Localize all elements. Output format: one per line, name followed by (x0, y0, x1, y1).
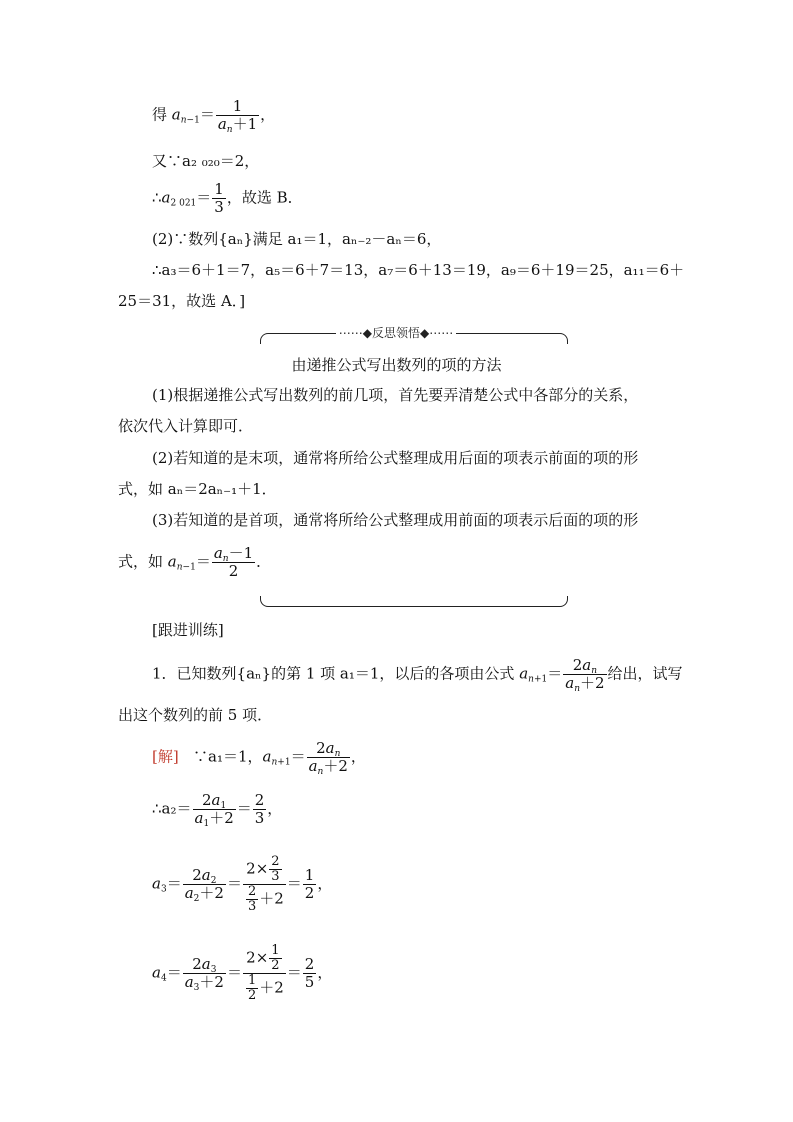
solution-line-5: ∴a₃＝6＋1＝7，a₅＝6＋7＝13，a₇＝6＋13＝19，a₉＝6＋19＝25，a₁₁＝6＋ (152, 261, 685, 279)
jie-label: [解] (152, 747, 179, 766)
box-p1-line2: 依次代入计算即可． (118, 417, 254, 435)
box-frame-bottom (260, 596, 568, 607)
answer-line-1: [解] ∵a₁＝1，$a_{n+1}=$ $\frac{2a_n}{a_n+2}$ ， (152, 739, 366, 777)
box-p3-line1: (3)若知道的是首项，通常将所给公式整理成用前面的项表示后面的项的形 (152, 511, 639, 529)
box-p2-line1: (2)若知道的是末项，通常将所给公式整理成用后面的项表示前面的项的形 (152, 449, 639, 467)
answer-line-3: $a_3=$ $\frac{2a_2}{a_2+2}$ ＝ 2× $\frac{2}{3}$ $\frac{2}{3}$ ＋2 ＝ $\frac{1}{2}$ ， (152, 854, 333, 914)
dots-right: ◆⋯⋯ (420, 326, 454, 340)
fraction: $\frac{2a_3}{a_3+2}$ (184, 955, 224, 993)
fraction: $\frac{a_n-1}{2}$ (213, 544, 254, 580)
because-text: ∵a₁＝1， (193, 747, 263, 766)
text-ru: 式，如 (118, 552, 164, 571)
dots-left: ⋯⋯◆ (338, 326, 372, 340)
solution-line-6: 25＝31，故选 A．] (118, 292, 246, 310)
answer-line-2: ∴a₂＝ $\frac{2a_1}{a_1+2}$ ＝ $\frac{2}{3}$ ， (152, 791, 283, 829)
solution-line-1: 得 $a_{n-1}=$ $\frac{1}{a_n+1}$ ， (152, 97, 276, 135)
box-tag-label: 反思领悟 (371, 326, 420, 340)
box-tag (336, 324, 456, 342)
fraction: $\frac{2}{5}$ (304, 955, 315, 991)
period: ． (256, 552, 272, 571)
practice-heading: [跟进训练] (152, 621, 224, 639)
solution-line-4: (2)∵数列{aₙ}满足 a₁＝1，aₙ₋₂－aₙ＝6， (152, 230, 442, 248)
solution-line-2: 又∵a₂ ₀₂₀＝2， (152, 152, 260, 170)
fraction: $\frac{2}{3}$ (254, 791, 265, 827)
fraction: $\frac{1}{3}$ (214, 180, 224, 216)
question-1-line2: 出这个数列的前 5 项． (118, 706, 273, 724)
therefore-a2: ∴a₂＝ (152, 799, 192, 818)
text-de: 得 (152, 105, 168, 124)
complex-fraction: 2× $\frac{1}{2}$ $\frac{1}{2}$ ＋2 (243, 944, 286, 1003)
box-title: 由递推公式写出数列的项的方法 (291, 356, 502, 374)
box-p3-line2: 式，如 $a_{n-1}=$ $\frac{a_n-1}{2}$ ． (118, 544, 272, 580)
box-p2-line2: 式，如 aₙ＝2aₙ₋₁＋1． (118, 480, 277, 498)
fraction: $\frac{2a_n}{a_n+2}$ (308, 739, 348, 777)
complex-fraction: 2× $\frac{2}{3}$ $\frac{2}{3}$ ＋2 (243, 855, 286, 914)
solution-line-3: $\therefore a_{2 021}=$ $\frac{1}{3}$ ，故选 B． (152, 180, 303, 216)
question-1-line1: 1．已知数列{aₙ}的第 1 项 a₁＝1，以后的各项由公式 $a_{n+1}=$ $\frac{2a_n}{a_n+2}$ 给出，试写 (152, 656, 683, 694)
question-text-suffix: 给出，试写 (607, 664, 683, 683)
therefore-symbol: ∴ (152, 188, 162, 207)
fraction: $\frac{2a_n}{a_n+2}$ (565, 656, 605, 694)
fraction: $\frac{1}{2}$ (304, 866, 315, 902)
question-text: 1．已知数列{aₙ}的第 1 项 a₁＝1，以后的各项由公式 (152, 664, 515, 683)
box-p1-line1: (1)根据递推公式写出数列的前几项，首先要弄清楚公式中各部分的关系， (152, 386, 639, 404)
fraction: $\frac{2a_2}{a_2+2}$ (184, 866, 224, 904)
answer-line-4: $a_4=$ $\frac{2a_3}{a_3+2}$ ＝ 2× $\frac{1}{2}$ $\frac{1}{2}$ ＋2 ＝ $\frac{2}{5}$ ， (152, 943, 333, 1003)
fraction: $\frac{2a_1}{a_1+2}$ (194, 791, 234, 829)
fraction: $\frac{1}{a_n+1}$ (217, 97, 258, 135)
text-choose-b: ，故选 B． (226, 188, 303, 207)
